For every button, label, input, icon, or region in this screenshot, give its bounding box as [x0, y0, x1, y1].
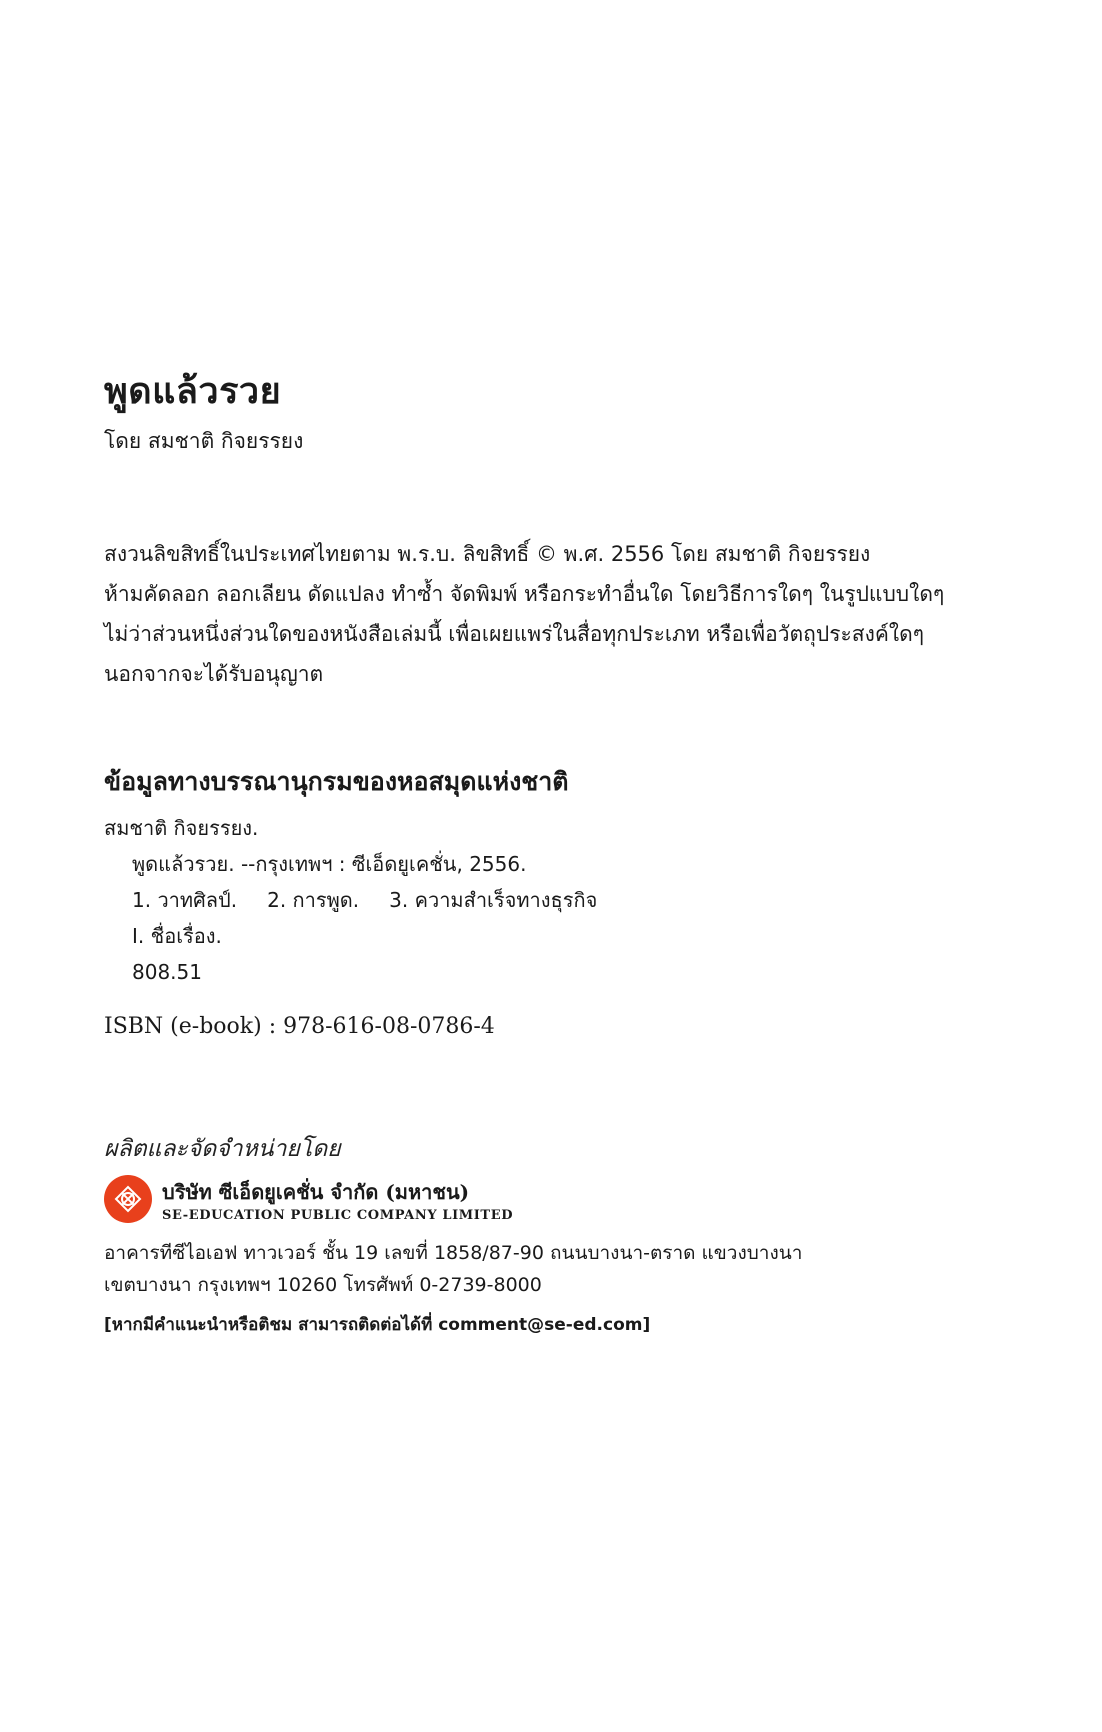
- cip-call-number: 808.51: [132, 960, 202, 984]
- cip-subject: 2. การพูด.: [267, 888, 360, 912]
- book-byline: โดย สมชาติ กิจยรรยง: [104, 429, 304, 453]
- cip-subject: 1. วาทศิลป์.: [132, 888, 238, 912]
- se-ed-logo-icon: [104, 1175, 152, 1223]
- address-line: อาคารทีซีไอเอฟ ทาวเวอร์ ชั้น 19 เลขที่ 1858/87-90 ถนนบางนา-ตราด แขวงบางนา: [104, 1242, 803, 1264]
- publisher-address: [104, 1237, 802, 1301]
- publisher-name-th: บริษัท ซีเอ็ดยูเคชั่น จำกัด (มหาชน): [162, 1179, 470, 1204]
- isbn: ISBN (e-book) : 978-616-08-0786-4: [104, 1014, 495, 1039]
- publisher-names: [162, 1176, 513, 1223]
- copyright-line: สงวนลิขสิทธิ์ในประเทศไทยตาม พ.ร.บ. ลิขสิทธิ์ © พ.ศ. 2556 โดย สมชาติ กิจยรรยง: [104, 542, 871, 566]
- cip-subjects: [104, 882, 597, 918]
- cip-heading: ข้อมูลทางบรรณานุกรมของหอสมุดแห่งชาติ: [104, 767, 569, 796]
- publisher-block: [104, 1175, 513, 1223]
- copyright-line: นอกจากจะได้รับอนุญาต: [104, 662, 324, 686]
- copyright-notice: [104, 534, 1004, 694]
- distributed-by-label: ผลิตและจัดจำหน่ายโดย: [104, 1136, 341, 1162]
- cip-added-entry: I. ชื่อเรื่อง.: [132, 924, 222, 948]
- cip-subject: 3. ความสำเร็จทางธุรกิจ: [389, 888, 598, 912]
- contact-line: [หากมีคำแนะนำหรือติชม สามารถติดต่อได้ที่ comment@se-ed.com]: [104, 1315, 651, 1335]
- copyright-line: ไม่ว่าส่วนหนึ่งส่วนใดของหนังสือเล่มนี้ เพื่อเผยแพร่ในสื่อทุกประเภท หรือเพื่อวัตถุประสงค์ใดๆ: [104, 622, 925, 646]
- address-line: เขตบางนา กรุงเทพฯ 10260 โทรศัพท์ 0-2739-8000: [104, 1274, 542, 1296]
- copyright-line: ห้ามคัดลอก ลอกเลียน ดัดแปลง ทำซ้ำ จัดพิมพ์ หรือกระทำอื่นใด โดยวิธีการใดๆ ในรูปแบบใดๆ: [104, 582, 945, 606]
- publisher-name-en: SE-EDUCATION PUBLIC COMPANY LIMITED: [162, 1207, 514, 1223]
- book-title: พูดแล้วรวย: [104, 370, 282, 412]
- cip-record: [104, 810, 597, 990]
- cip-title-line: พูดแล้วรวย. --กรุงเทพฯ : ซีเอ็ดยูเคชั่น, 2556.: [132, 852, 527, 876]
- cip-author: สมชาติ กิจยรรยง.: [104, 816, 259, 840]
